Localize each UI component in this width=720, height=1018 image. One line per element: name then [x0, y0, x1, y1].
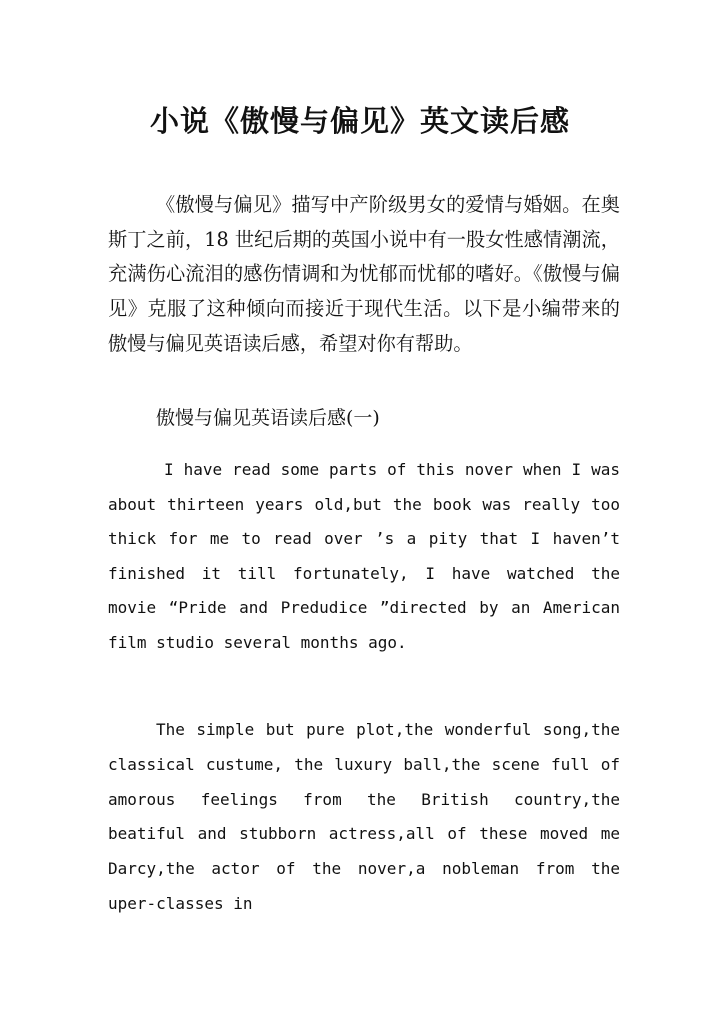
section-heading: 傲慢与偏见英语读后感(一)	[156, 407, 380, 429]
intro-paragraph: 《傲慢与偏见》描写中产阶级男女的爱情与婚姻。在奥斯丁之前，18 世纪后期的英国小说中有一股女性感情潮流，充满伤心流泪的感伤情调和为忧郁而忧郁的嗜好。《傲慢与偏见》克服了这种倾向而接近于现代生活。以下是小编带来的傲慢与偏见英语读后感，希望对你有帮助。	[108, 193, 620, 355]
document-title: 小说《傲慢与偏见》英文读后感	[149, 104, 570, 139]
body-paragraph-1: I have read some parts of this nover when I was about thirteen years old,but the book was really too thick for me to read over ’s a pity that I haven’t finished it till fortunately, I have watched the movie “Pride and Predudice ”directed by an American film studio several months ago.	[108, 460, 620, 652]
body-paragraph-2: The simple but pure plot,the wonderful song,the classical custume, the luxury ball,the scene full of amorous feelings from the British country,the beatiful and stubborn actress,all of these moved me Darcy,the actor of the nover,a nobleman from the uper-classes in	[108, 720, 620, 913]
